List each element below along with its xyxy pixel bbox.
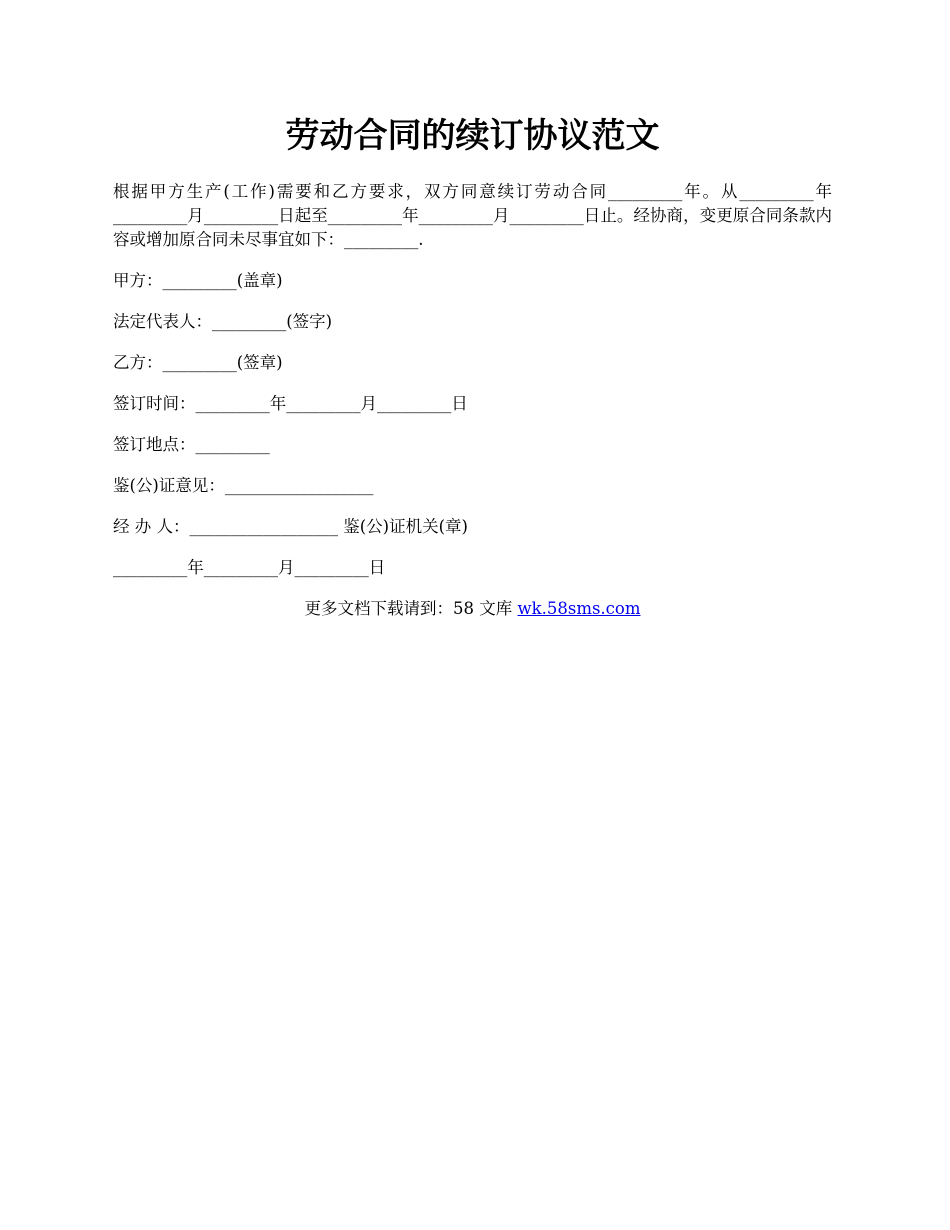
legal-representative-line: 法定代表人：_________(签字) — [113, 312, 333, 331]
sign-date-line: 签订时间：_________年_________月_________日 — [113, 394, 468, 413]
date-line: _________年_________月_________日 — [113, 558, 386, 577]
document-title: 劳动合同的续订协议范文 — [285, 116, 660, 156]
sign-place-line: 签订地点：_________ — [113, 435, 270, 454]
party-a-line: 甲方：_________(盖章) — [113, 271, 283, 290]
intro-paragraph: 根据甲方生产(工作)需要和乙方要求，双方同意续订劳动合同_________年。从_________年_________月_________日起至_________年_________月_________日止。经协商，变更原合同条款内容或增加原合同未尽事宜如下：_________. — [113, 182, 832, 249]
footer — [113, 597, 832, 621]
footer-link[interactable]: wk.58sms.com — [517, 599, 641, 618]
notary-opinion-line: 鉴(公)证意见：__________________ — [113, 476, 374, 495]
footer-text: 更多文档下载请到：58 文库 — [304, 599, 518, 618]
handler-line: 经 办 人：__________________ 鉴(公)证机关(章) — [113, 517, 468, 536]
party-b-line: 乙方：_________(签章) — [113, 353, 283, 372]
